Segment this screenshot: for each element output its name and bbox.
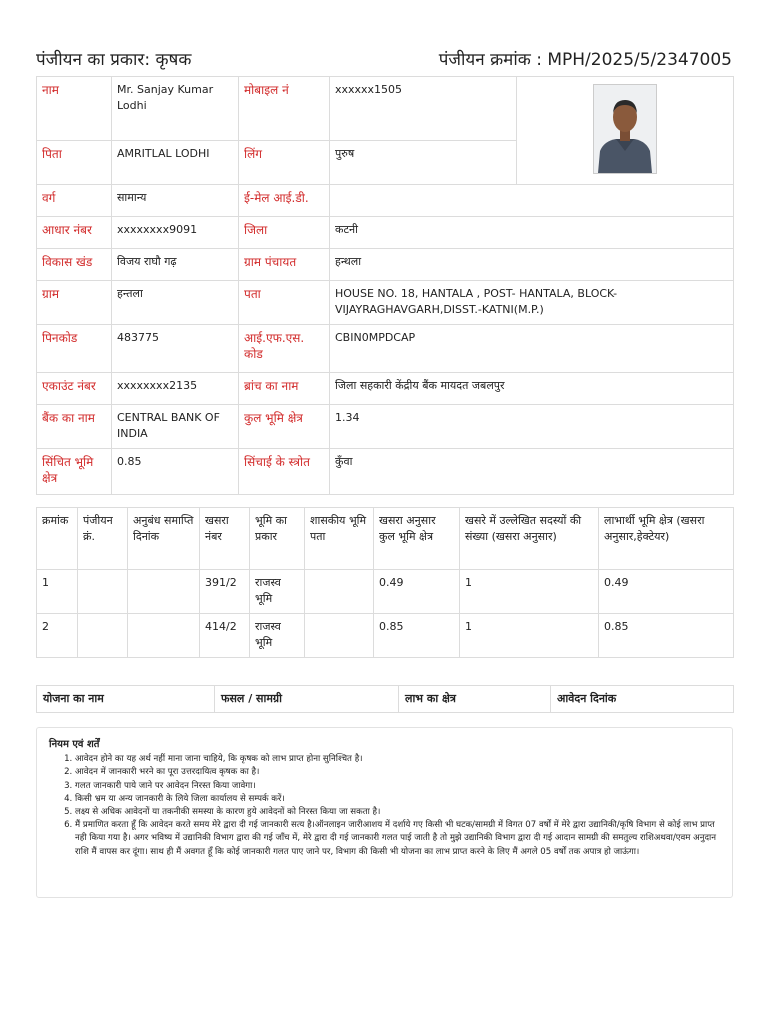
pincode-value: 483775 [112, 325, 239, 373]
ifsc-label: आई.एफ.एस. कोड [239, 325, 330, 373]
cell [128, 570, 200, 614]
term-item: 4. किसी भ्रम या अन्य जानकारी के लिये जिला कार्यालय से सम्पर्क करें। [75, 793, 722, 806]
address-value: HOUSE NO. 18, HANTALA , POST- HANTALA, BLOCK-VIJAYRAGHAVGARH,DISST.-KATNI(M.P.) [330, 281, 734, 325]
cell: 2 [37, 614, 78, 658]
col-serial: क्रमांक [37, 508, 78, 570]
cell: 1 [460, 614, 599, 658]
cell: 0.85 [599, 614, 734, 658]
name-value: Mr. Sanjay Kumar Lodhi [112, 77, 239, 141]
bank-label: बैंक का नाम [37, 405, 112, 449]
account-value: xxxxxxxx2135 [112, 373, 239, 405]
panchayat-value: हन्थला [330, 249, 734, 281]
col-crop-material: फसल / सामग्री [215, 686, 399, 713]
cell: 391/2 [200, 570, 250, 614]
term-item: 6. मैं प्रमाणित करता हूँ कि आवेदन करते समय मेरे द्वारा दी गई जानकारी सत्य है।ऑनलाइन जारीआशय में दर्शाये गए किसी भी घटक/सामग्री में विगत 07 वर्षों में मेरे द्वारा उद्यानिकी/कृषि विभाग से कोई लाभ प्राप्त नही किया गया है। अगर भविष्य में उद्यानिकी विभाग द्वारा की गई जाँच में, मेरे द्वारा दी गई जानकारी गलत पाई जाती है तो मुझे उद्यानिकी विभाग द्वारा दी गई आदान सामग्री की समतुल्य राशिअथवा/एवम अनुदान राशि मैं वापस कर दूंगा। साथ ही मैं अवगत हूँ कि कोई जानकारी गलत पाए जाने पर, विभाग की किसी भी योजना का लाभ प्राप्त करने के लिए मैं अगले 05 वर्षों तक अपात्र हो जाऊंगा। [75, 819, 722, 859]
col-contract-end: अनुबंध समाप्ति दिनांक [128, 508, 200, 570]
col-govt-land: शासकीय भूमि पता [305, 508, 374, 570]
gender-value: पुरुष [330, 141, 517, 185]
scheme-table [36, 685, 734, 713]
cell: 1 [37, 570, 78, 614]
cell: 0.49 [599, 570, 734, 614]
page-header [36, 47, 732, 71]
category-value: सामान्य [112, 185, 239, 217]
block-label: विकास खंड [37, 249, 112, 281]
col-beneficiary-area: लाभार्थी भूमि क्षेत्र (खसरा अनुसार,हेक्टेयर) [599, 508, 734, 570]
land-area-value: 1.34 [330, 405, 734, 449]
village-label: ग्राम [37, 281, 112, 325]
col-land-type: भूमि का प्रकार [250, 508, 305, 570]
email-value [330, 185, 734, 217]
branch-label: ब्रांच का नाम [239, 373, 330, 405]
mobile-value: xxxxxx1505 [330, 77, 517, 141]
table-row [37, 570, 734, 614]
category-label: वर्ग [37, 185, 112, 217]
address-label: पता [239, 281, 330, 325]
term-item: 2. आवेदन में जानकारी भरने का पूरा उत्तरदायित्व कृषक का है। [75, 766, 722, 779]
terms-title: नियम एवं शर्तें [49, 739, 100, 750]
cell [305, 570, 374, 614]
account-label: एकाउंट नंबर [37, 373, 112, 405]
irrigated-label: सिंचित भूमि क्षेत्र [37, 449, 112, 495]
col-members: खसरे में उल्लेखित सदस्यों की संख्या (खसरा अनुसार) [460, 508, 599, 570]
father-label: पिता [37, 141, 112, 185]
registration-number: पंजीयन क्रमांक : MPH/2025/5/2347005 [438, 50, 732, 70]
farmer-info-table [36, 76, 734, 495]
term-item: 1. आवेदन होने का यह अर्थ नहीं माना जाना चाहिये, कि कृषक को लाभ प्राप्त होना सुनिश्चित है। [75, 753, 722, 766]
cell: 1 [460, 570, 599, 614]
panchayat-label: ग्राम पंचायत [239, 249, 330, 281]
term-item: 5. लक्ष्य से अधिक आवेदनों या तकनीकी समस्या के कारण हुये आवेदनों को निरस्त किया जा सकता है। [75, 806, 722, 819]
cell: राजस्व भूमि [250, 614, 305, 658]
land-area-label: कुल भूमि क्षेत्र [239, 405, 330, 449]
col-khasra: खसरा नंबर [200, 508, 250, 570]
bank-value: CENTRAL BANK OF INDIA [112, 405, 239, 449]
name-label: नाम [37, 77, 112, 141]
aadhaar-value: xxxxxxxx9091 [112, 217, 239, 249]
land-details-table [36, 507, 734, 658]
district-label: जिला [239, 217, 330, 249]
branch-value: जिला सहकारी केंद्रीय बैंक मायदत जबलपुर [330, 373, 734, 405]
photo-cell [517, 77, 734, 185]
col-application-date: आवेदन दिनांक [551, 686, 734, 713]
col-scheme-name: योजना का नाम [37, 686, 215, 713]
irrigation-source-value: कुँवा [330, 449, 734, 495]
irrigated-value: 0.85 [112, 449, 239, 495]
district-value: कटनी [330, 217, 734, 249]
cell [128, 614, 200, 658]
term-item: 3. गलत जानकारी पाये जाने पर आवेदन निरस्त किया जावेगा। [75, 780, 722, 793]
gender-label: लिंग [239, 141, 330, 185]
terms-box [36, 727, 733, 898]
block-value: विजय राघौ गढ़ [112, 249, 239, 281]
cell: 0.49 [374, 570, 460, 614]
email-label: ई-मेल आई.डी. [239, 185, 330, 217]
cell [78, 570, 128, 614]
registration-type: पंजीयन का प्रकार: कृषक [36, 50, 192, 70]
col-total-area: खसरा अनुसार कुल भूमि क्षेत्र [374, 508, 460, 570]
cell: राजस्व भूमि [250, 570, 305, 614]
col-registration: पंजीयन क्रं. [78, 508, 128, 570]
farmer-photo [593, 84, 657, 174]
irrigation-source-label: सिंचाई के स्त्रोत [239, 449, 330, 495]
terms-list [49, 753, 722, 859]
aadhaar-label: आधार नंबर [37, 217, 112, 249]
col-benefit-area: लाभ का क्षेत्र [399, 686, 551, 713]
cell: 0.85 [374, 614, 460, 658]
cell: 414/2 [200, 614, 250, 658]
pincode-label: पिनकोड [37, 325, 112, 373]
mobile-label: मोबाइल नं [239, 77, 330, 141]
father-value: AMRITLAL LODHI [112, 141, 239, 185]
ifsc-value: CBIN0MPDCAP [330, 325, 734, 373]
cell [78, 614, 128, 658]
table-row [37, 614, 734, 658]
cell [305, 614, 374, 658]
village-value: हन्तला [112, 281, 239, 325]
